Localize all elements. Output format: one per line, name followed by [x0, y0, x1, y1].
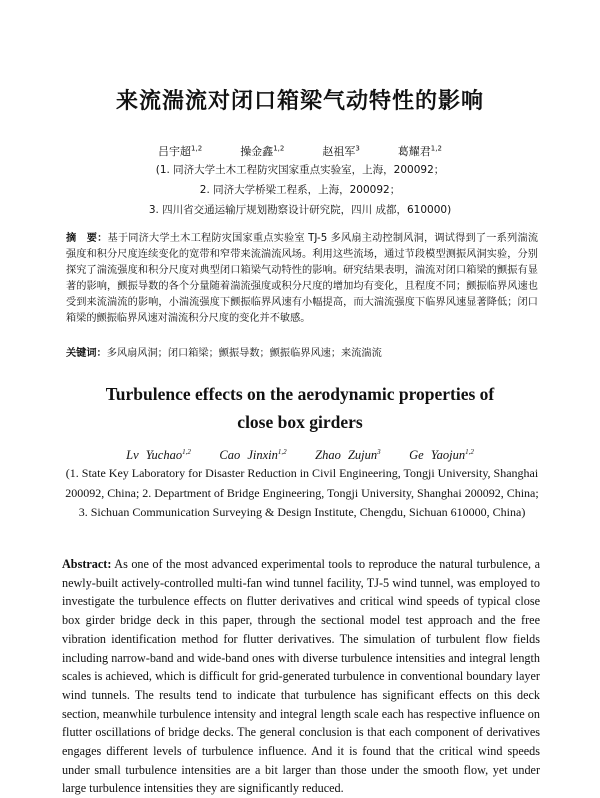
- affiliation-cn-3: 3. 四川省交通运输厅规划勘察设计研究院，四川 成都，610000): [148, 204, 452, 216]
- english-abstract-label: Abstract:: [62, 557, 112, 571]
- author-en-3: Zhao Zujun$^3$: [315, 447, 381, 462]
- english-title-line-2: close box girders: [237, 412, 363, 432]
- english-abstract: [62, 555, 540, 798]
- chinese-keywords-label: 关键词：: [66, 348, 107, 359]
- chinese-title: 来流湍流对闭口箱梁气动特性的影响: [115, 89, 484, 114]
- author-cn-3: 赵祖军$^3$: [322, 144, 360, 158]
- author-cn-1: 吕宇超$^{1,2}$: [158, 144, 203, 158]
- english-title-line-1: Turbulence effects on the aerodynamic properties of: [105, 384, 495, 404]
- chinese-abstract: [66, 231, 538, 326]
- author-en-1: Lv Yuchao$^{1,2}$: [126, 447, 191, 462]
- english-authors: [0, 448, 600, 463]
- english-abstract-text: As one of the most advanced experimental tools to reproduce the natural turbulence, a newly-built actively-controlled multi-fan wind tunnel facility, TJ-5 wind tunnel, was employed to investigate the turbulence effects on flutter derivatives and critical wind speeds of typical close box girder bridge deck in this paper, through the sectional model test approach and the free vibration identification method for flutter derivatives. The simulation of turbulent flow fields including narrow-band and wide-band ones with diverse turbulence intensities and integral length scales is achieved, which is difficult for grid-generated turbulence in conventional boundary layer wind tunnels. The results tend to indicate that turbulence has significant effects on this deck section, meanwhile turbulence intensity and integral length scale each has respective influence on flutter oscillations of bridge decks. The general conclusion is that each component of derivatives engages different levels of turbulence influence. And it is found that the critical wind speeds under small turbulence intensities are a bit larger than those under the smooth flow, yet under large turbulence intensities they are significantly reduced.: [62, 557, 540, 796]
- author-en-2: Cao Jinxin$^{1,2}$: [219, 447, 287, 462]
- chinese-authors: [0, 143, 600, 159]
- author-cn-2: 操金鑫$^{1,2}$: [240, 144, 285, 158]
- author-cn-4: 葛耀君$^{1,2}$: [397, 144, 442, 158]
- affiliation-cn-2: 2. 同济大学桥梁工程系，上海，200092；: [199, 184, 401, 196]
- affiliation-cn-1: (1. 同济大学土木工程防灾国家重点实验室，上海，200092；: [155, 164, 445, 176]
- english-title: [0, 380, 600, 436]
- chinese-abstract-label: 摘 要：: [66, 233, 108, 244]
- chinese-keywords: [66, 344, 538, 359]
- author-en-4: Ge Yaojun$^{1,2}$: [409, 447, 474, 462]
- chinese-abstract-text: 基于同济大学土木工程防灾国家重点实验室 TJ-5 多风扇主动控制风洞，调试得到了一系列湍流强度和积分尺度连续变化的宽带和窄带来流湍流风场。利用这些流场，通过节段模型测振风洞实验，分别探究了湍流强度和积分尺度对典型闭口箱梁气动特性的影响。研究结果表明，湍流对闭口箱梁的颤振有显著的影响，颤振导数的各个分量随着湍流强度或积分尺度的增加均有变化，且程度不同；颤振临界风速也受到来流湍流的影响，小湍流强度下颤振临界风速有小幅提高，而大湍流强度下临界风速显著降低；闭口箱梁的颤振临界风速对湍流积分尺度的变化并不敏感。: [66, 233, 539, 324]
- chinese-affiliations: [0, 160, 600, 220]
- chinese-keywords-text: 多风扇风洞；闭口箱梁；颤振导数；颤振临界风速；来流湍流: [106, 348, 382, 359]
- english-affiliations: (1. State Key Laboratory for Disaster Reduction in Civil Engineering, Tongji University, Shanghai 200092, China; 2. Department of Bridge Engineering, Tongji University, Shanghai 200092, China; 3. Sichuan Communication Surveying & Design Institute, Chengdu, Sichuan 610000, China): [65, 466, 539, 519]
